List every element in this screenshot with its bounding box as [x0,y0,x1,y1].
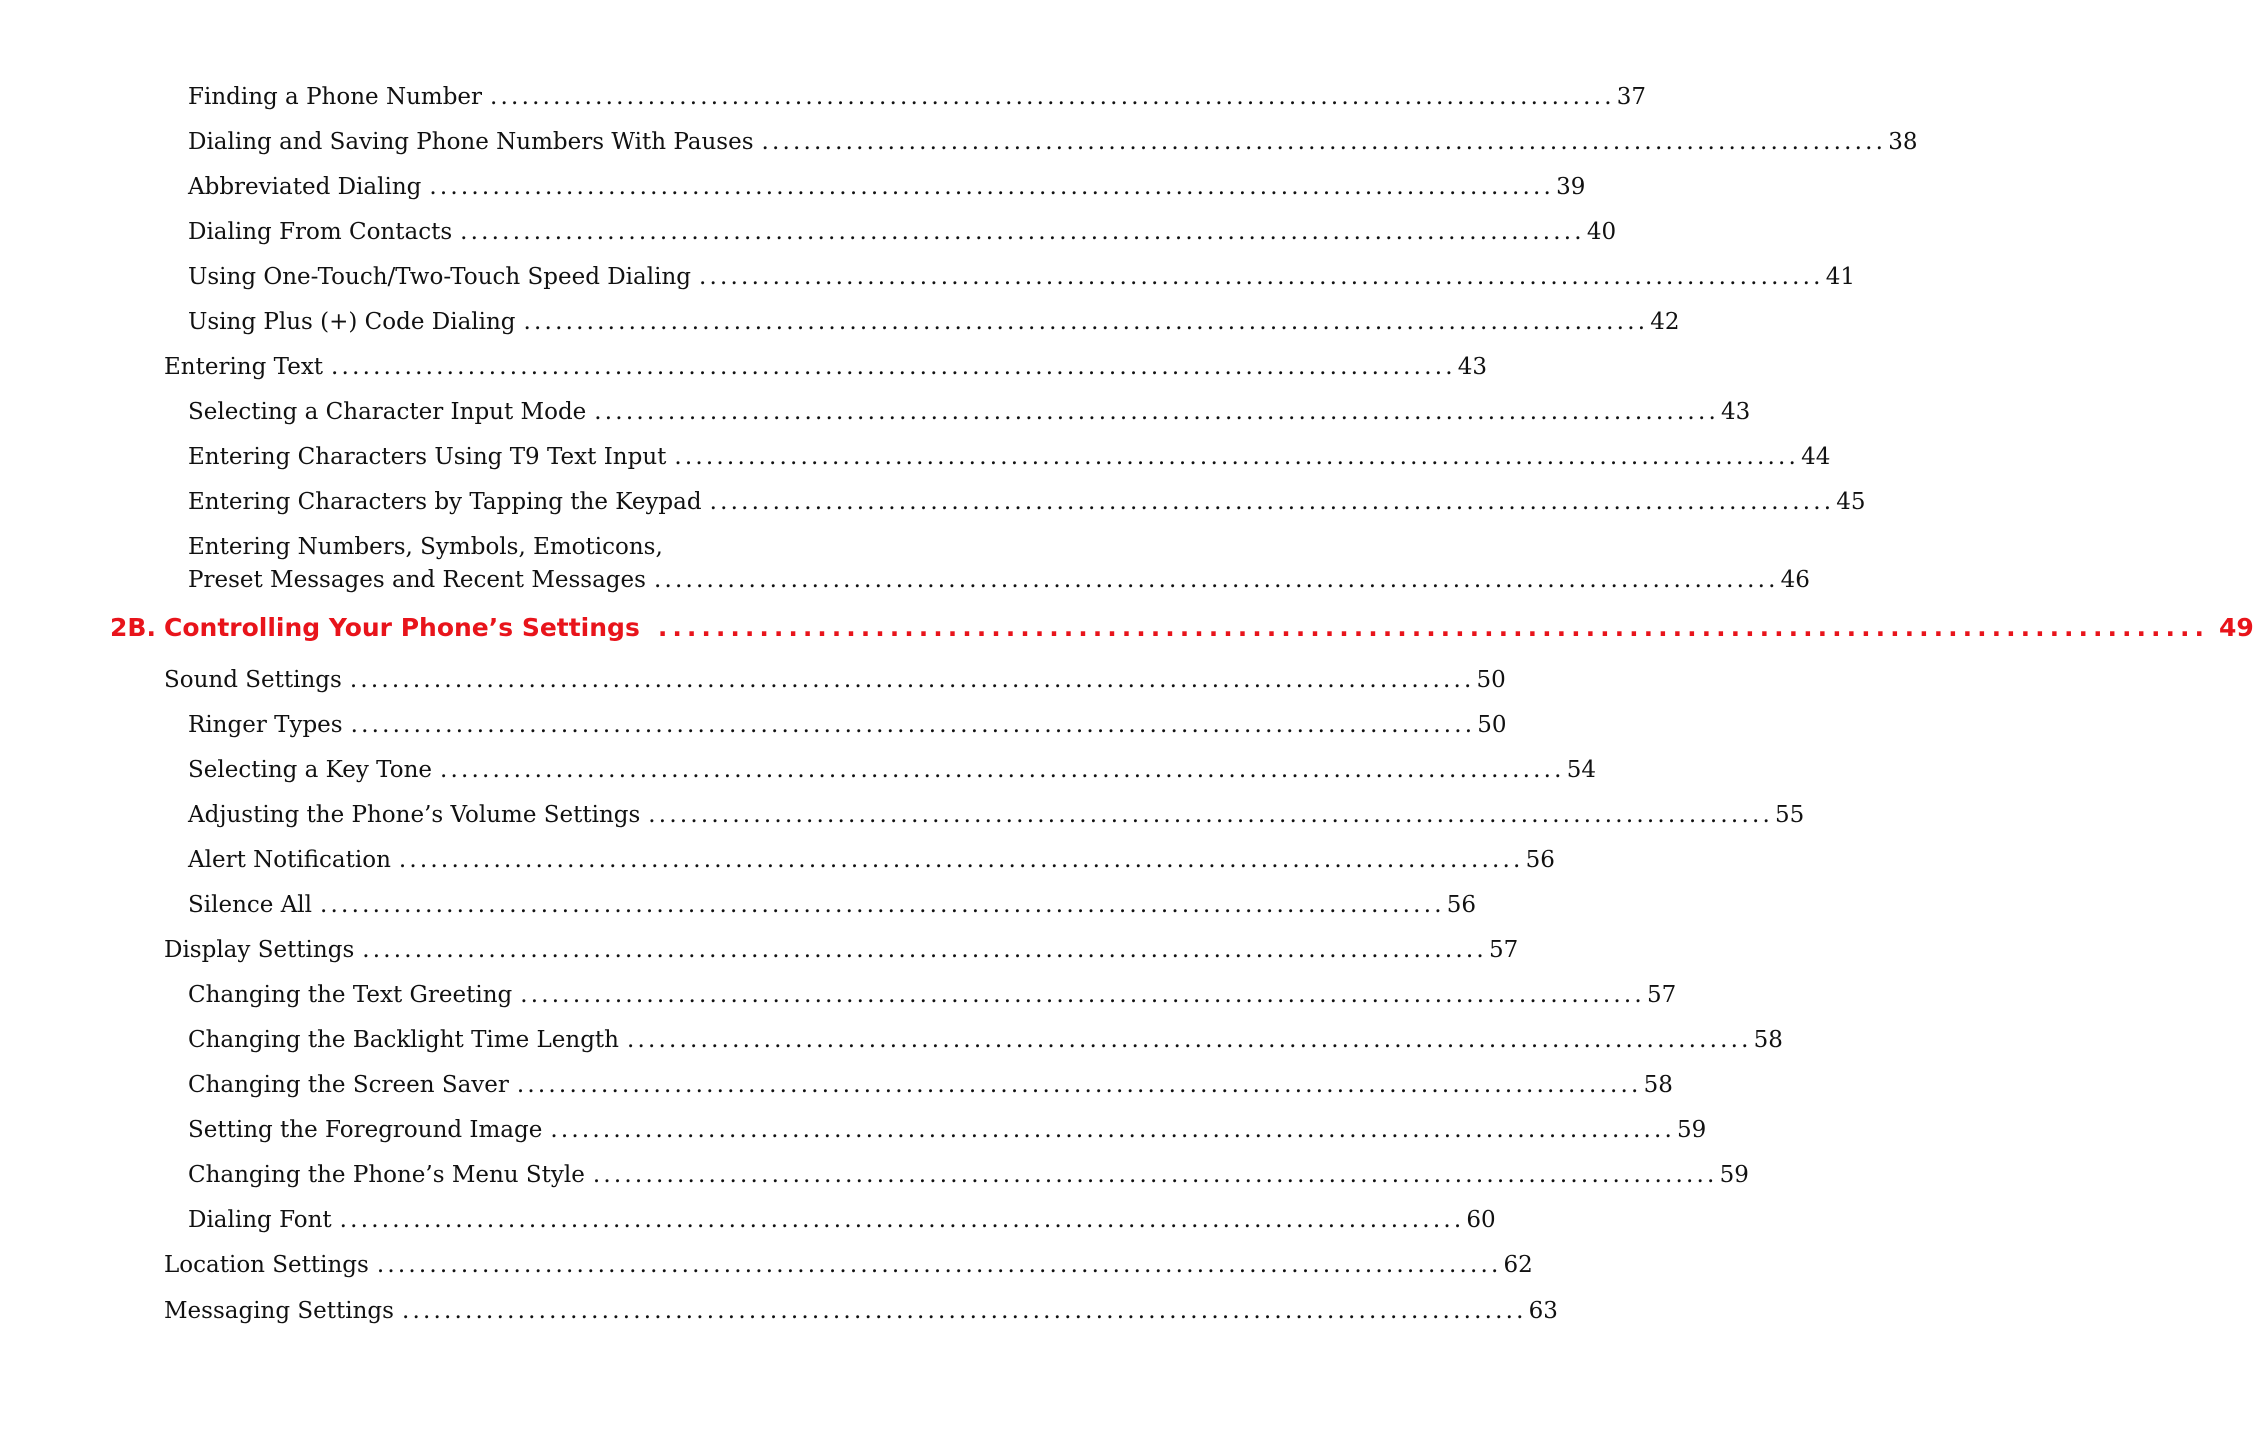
dot-leader: ........................................................................................................... [362,937,1487,963]
toc-entry-abbreviated-dialing[interactable] [188,174,1586,200]
dot-leader: ........................................................................................................... [320,892,1445,918]
toc-entry-title: Changing the Backlight Time Length [188,1027,619,1053]
toc-entry-page: 58 [1753,1027,1783,1053]
toc-entry-t9-text-input[interactable] [188,444,1831,470]
toc-section-title: Sound Settings [164,667,342,693]
toc-entry-title: Changing the Text Greeting [188,982,513,1008]
toc-entry-volume-settings[interactable] [188,802,1805,828]
toc-entry-title: Entering Characters by Tapping the Keypad [188,489,702,515]
toc-entry-page: 44 [1801,444,1831,470]
toc-entry-title: Changing the Phone’s Menu Style [188,1162,585,1188]
dot-leader: ........................................................................................................... [490,84,1615,110]
chapter-number: 2B. [110,613,156,642]
toc-section-title: Entering Text [164,354,324,380]
toc-entry-dialing-font[interactable] [188,1207,1496,1233]
toc-section-title: Messaging Settings [164,1298,394,1324]
dot-leader: ........................................................................................................... [350,712,1476,738]
toc-entry-title: Alert Notification [188,847,391,873]
toc-entry-page: 38 [1888,129,1918,155]
toc-entry-page: 57 [1646,982,1677,1008]
toc-entry-text-greeting[interactable] [188,982,1677,1008]
toc-entry-screen-saver[interactable] [188,1072,1673,1098]
toc-entry-dialing-from-contacts[interactable] [188,219,1617,245]
toc-entry-title: Using One-Touch/Two-Touch Speed Dialing [188,264,692,290]
dot-leader: ........................................................................................................... [339,1207,1465,1233]
dot-leader: ........................................................................................................... [699,264,1824,290]
toc-section-title: Location Settings [164,1252,369,1278]
toc-entry-page: 56 [1525,847,1555,873]
toc-section-page: 50 [1476,667,1506,693]
toc-entry-menu-style[interactable] [188,1162,1749,1188]
toc-entry-title: Abbreviated Dialing [188,174,422,200]
toc-entry-character-input-mode[interactable] [188,399,1751,425]
toc-entry-title: Preset Messages and Recent Messages [188,567,646,593]
toc-entry-numbers-symbols-line1[interactable]: Entering Numbers, Symbols, Emoticons, [188,534,663,560]
dot-leader: ........................................................................................................... [761,129,1887,155]
chapter-title: Controlling Your Phone’s Settings [164,613,640,642]
toc-entry-page: 56 [1446,892,1476,918]
toc-section-sound-settings[interactable] [164,667,1506,693]
toc-entry-ringer-types[interactable] [188,712,1507,738]
toc-entry-title: Finding a Phone Number [188,84,483,110]
dot-leader: ........................................................................................................... [349,667,1475,693]
toc-entry-title: Dialing and Saving Phone Numbers With Pauses [188,129,754,155]
toc-entry-page: 59 [1677,1117,1707,1143]
toc-section-display-settings[interactable] [164,937,1519,963]
dot-leader: ........................................................................................................... [440,757,1565,783]
toc-entry-title: Silence All [188,892,313,918]
toc-entry-page: 60 [1466,1207,1496,1233]
toc-entry-numbers-symbols[interactable] [188,567,1810,593]
toc-section-page: 62 [1503,1252,1533,1278]
toc-entry-title: Changing the Screen Saver [188,1072,509,1098]
dot-leader: ........................................................................................................... [648,802,1773,828]
toc-entry-page: 40 [1586,219,1617,245]
toc-entry-speed-dialing[interactable] [188,264,1855,290]
toc-entry-title: Setting the Foreground Image [188,1117,543,1143]
dot-leader: ........................................................................................................... [401,1298,1527,1324]
toc-section-page: 43 [1457,354,1488,380]
toc-entry-dialing-saving-pauses[interactable] [188,129,1918,155]
toc-entry-plus-code-dialing[interactable] [188,309,1680,335]
toc-entry-page: 54 [1566,757,1596,783]
toc-entry-title: Adjusting the Phone’s Volume Settings [188,802,641,828]
toc-entry-key-tone[interactable] [188,757,1596,783]
dot-leader: ........................................................................................................... [626,1027,1752,1053]
dot-leader: ........................................................................................................... [516,1072,1642,1098]
toc-section-location-settings[interactable] [164,1252,1533,1278]
toc-entry-page: 59 [1719,1162,1749,1188]
dot-leader: ........................................................................................................... [460,219,1585,245]
toc-entry-title: Ringer Types [188,712,343,738]
toc-entry-page: 58 [1643,1072,1673,1098]
toc-entry-page: 39 [1556,174,1586,200]
toc-entry-alert-notification[interactable] [188,847,1555,873]
dot-leader: ........................................................................................................... [653,567,1779,593]
dot-leader: ........................................................................................................... [657,613,2210,642]
toc-entry-title: Dialing Font [188,1207,332,1233]
dot-leader: ........................................................................................................... [592,1162,1718,1188]
toc-entry-page: 55 [1774,802,1805,828]
toc-section-messaging-settings[interactable] [164,1298,1558,1324]
dot-leader: ........................................................................................................... [674,444,1800,470]
toc-entry-tapping-keypad[interactable] [188,489,1866,515]
dot-leader: ........................................................................................................... [709,489,1835,515]
toc-entry-title: Dialing From Contacts [188,219,453,245]
dot-leader: ........................................................................................................... [550,1117,1676,1143]
chapter-page: 49 [2219,613,2254,642]
toc-section-page: 63 [1528,1298,1558,1324]
toc-entry-silence-all[interactable] [188,892,1476,918]
toc-entry-page: 50 [1477,712,1507,738]
toc-entry-page: 46 [1780,567,1810,593]
toc-chapter-2b[interactable] [110,613,2254,642]
dot-leader: ........................................................................................................... [376,1252,1502,1278]
toc-section-entering-text[interactable] [164,354,1488,380]
toc-entry-page: 45 [1836,489,1866,515]
dot-leader: ........................................................................................................... [331,354,1456,380]
dot-leader: ........................................................................................................... [520,982,1645,1008]
dot-leader: ........................................................................................................... [523,309,1649,335]
toc-entry-page: 43 [1720,399,1751,425]
dot-leader: ........................................................................................................... [398,847,1524,873]
toc-entry-finding-phone-number[interactable] [188,84,1646,110]
toc-entry-page: 42 [1650,309,1680,335]
dot-leader: ........................................................................................................... [429,174,1555,200]
toc-section-page: 57 [1488,937,1519,963]
toc-entry-foreground-image[interactable] [188,1117,1707,1143]
toc-entry-title: Using Plus (+) Code Dialing [188,309,516,335]
dot-leader: ........................................................................................................... [594,399,1719,425]
toc-entry-title: Entering Characters Using T9 Text Input [188,444,667,470]
toc-section-title: Display Settings [164,937,355,963]
toc-entry-page: 41 [1825,264,1855,290]
toc-entry-title: Selecting a Key Tone [188,757,432,783]
toc-entry-page: 37 [1616,84,1646,110]
toc-entry-title: Selecting a Character Input Mode [188,399,587,425]
toc-entry-backlight-time[interactable] [188,1027,1783,1053]
